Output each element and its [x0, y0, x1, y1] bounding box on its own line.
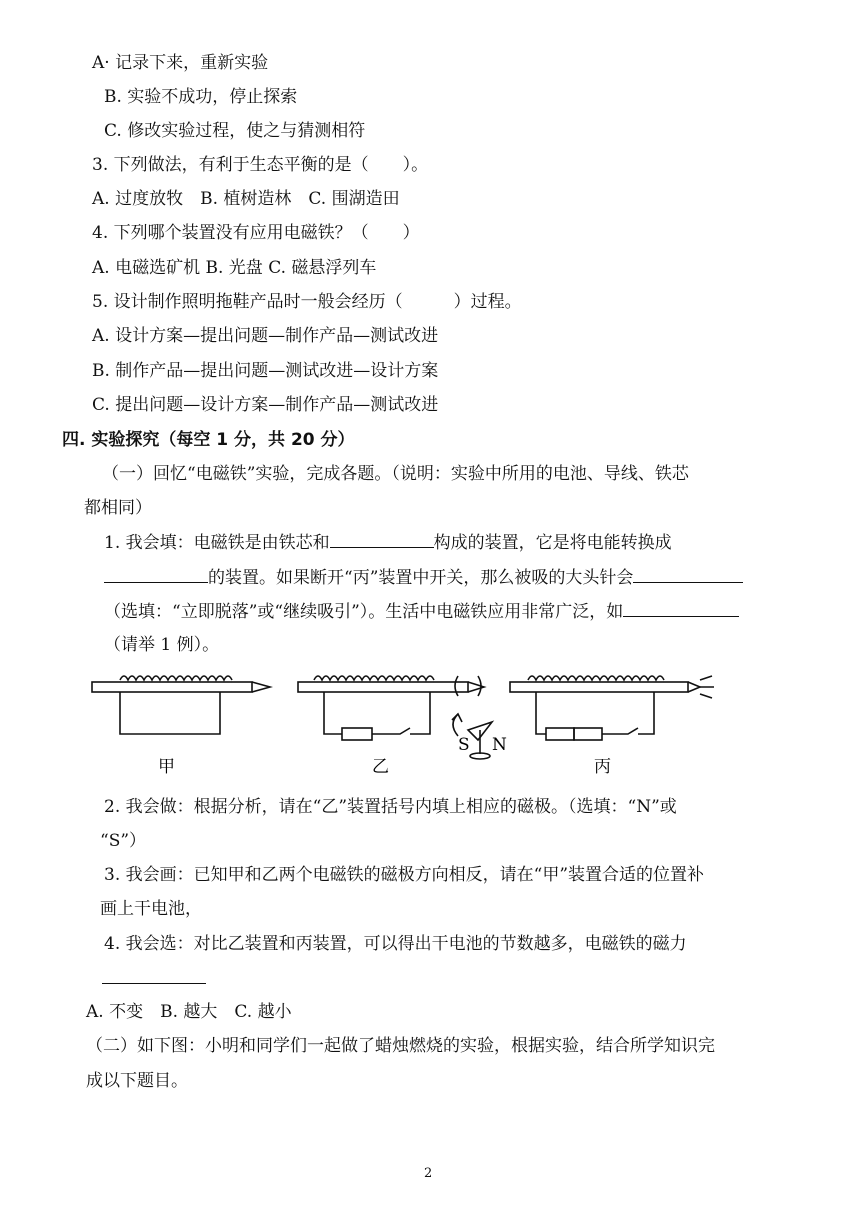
q1-text-c: 的装置。如果断开“丙”装置中开关，那么被吸的大头针会: [208, 568, 634, 588]
q5-stem: 5. 设计制作照明拖鞋产品时一般会经历（ ）过程。: [92, 292, 522, 312]
q1-text-a: 1. 我会填：电磁铁是由铁芯和: [104, 533, 330, 553]
q5-option-b: B. 制作产品—提出问题—测试改进—设计方案: [92, 361, 439, 381]
electromagnet-diagram: [80, 668, 720, 778]
q2-line2: “S”）: [100, 831, 147, 851]
q2-option-a: A· 记录下来，重新实验: [92, 53, 269, 73]
label-bing: 丙: [594, 757, 611, 777]
answer-blank-4[interactable]: [623, 600, 739, 617]
q1-text-b: 构成的装置，它是将电能转换成: [433, 533, 672, 553]
device-bing: [510, 676, 714, 740]
q1-line1: [104, 531, 672, 554]
q2-line1: 2. 我会做：根据分析，请在“乙”装置括号内填上相应的磁极。（选填：“N”或: [104, 797, 677, 817]
q4-options: A. 电磁选矿机 B. 光盘 C. 磁悬浮列车: [92, 258, 377, 278]
section-4-title: 四. 实验探究（每空 1 分，共 20 分）: [62, 430, 355, 450]
device-jia: [92, 676, 270, 734]
q3-options: A. 过度放牧 B. 植树造林 C. 围湖造田: [92, 189, 400, 209]
q5-option-a: A. 设计方案—提出问题—制作产品—测试改进: [92, 326, 439, 346]
q5-option-c: C. 提出问题—设计方案—制作产品—测试改进: [92, 395, 439, 415]
q4-blank-line: [102, 967, 206, 990]
q1-text-d: （选填：“立即脱落”或“继续吸引”）。生活中电磁铁应用非常广泛，如: [104, 602, 624, 622]
part1-intro-line2: 都相同）: [84, 498, 152, 518]
part2-line2: 成以下题目。: [86, 1071, 188, 1091]
page-number: 2: [424, 1166, 433, 1181]
answer-blank-1[interactable]: [330, 531, 434, 548]
q1-line3: [104, 600, 739, 623]
q1-line4: （请举 1 例）。: [104, 635, 220, 655]
answer-blank-3[interactable]: [633, 566, 743, 583]
device-yi: [298, 676, 484, 740]
q3-line2: 画上干电池，: [100, 899, 202, 919]
q2-option-b: B. 实验不成功，停止探索: [104, 87, 298, 107]
electromagnet-figure: [80, 668, 720, 778]
q1-line2: [104, 566, 743, 589]
label-yi: 乙: [372, 757, 389, 777]
answer-blank-2[interactable]: [104, 566, 208, 583]
q4-line1: 4. 我会选：对比乙装置和丙装置，可以得出干电池的节数越多，电磁铁的磁力: [104, 934, 687, 954]
compass-label-n: N: [492, 735, 507, 755]
label-jia: 甲: [158, 757, 175, 777]
q4-options: A. 不变 B. 越大 C. 越小: [86, 1002, 292, 1022]
q3-stem: 3. 下列做法，有利于生态平衡的是（ ）。: [92, 155, 429, 175]
part2-line1: （二）如下图：小明和同学们一起做了蜡烛燃烧的实验，根据实验，结合所学知识完: [86, 1036, 715, 1056]
answer-blank-5[interactable]: [102, 967, 206, 984]
q2-option-c: C. 修改实验过程，使之与猜测相符: [104, 121, 366, 141]
compass-needle: [468, 722, 492, 759]
part1-intro-line1: （一）回忆“电磁铁”实验，完成各题。（说明：实验中所用的电池、导线、铁芯: [102, 464, 689, 484]
q4-stem: 4. 下列哪个装置没有应用电磁铁？（ ）: [92, 223, 420, 243]
q3-line1: 3. 我会画：已知甲和乙两个电磁铁的磁极方向相反，请在“甲”装置合适的位置补: [104, 865, 705, 885]
compass-label-s: S: [458, 735, 470, 755]
